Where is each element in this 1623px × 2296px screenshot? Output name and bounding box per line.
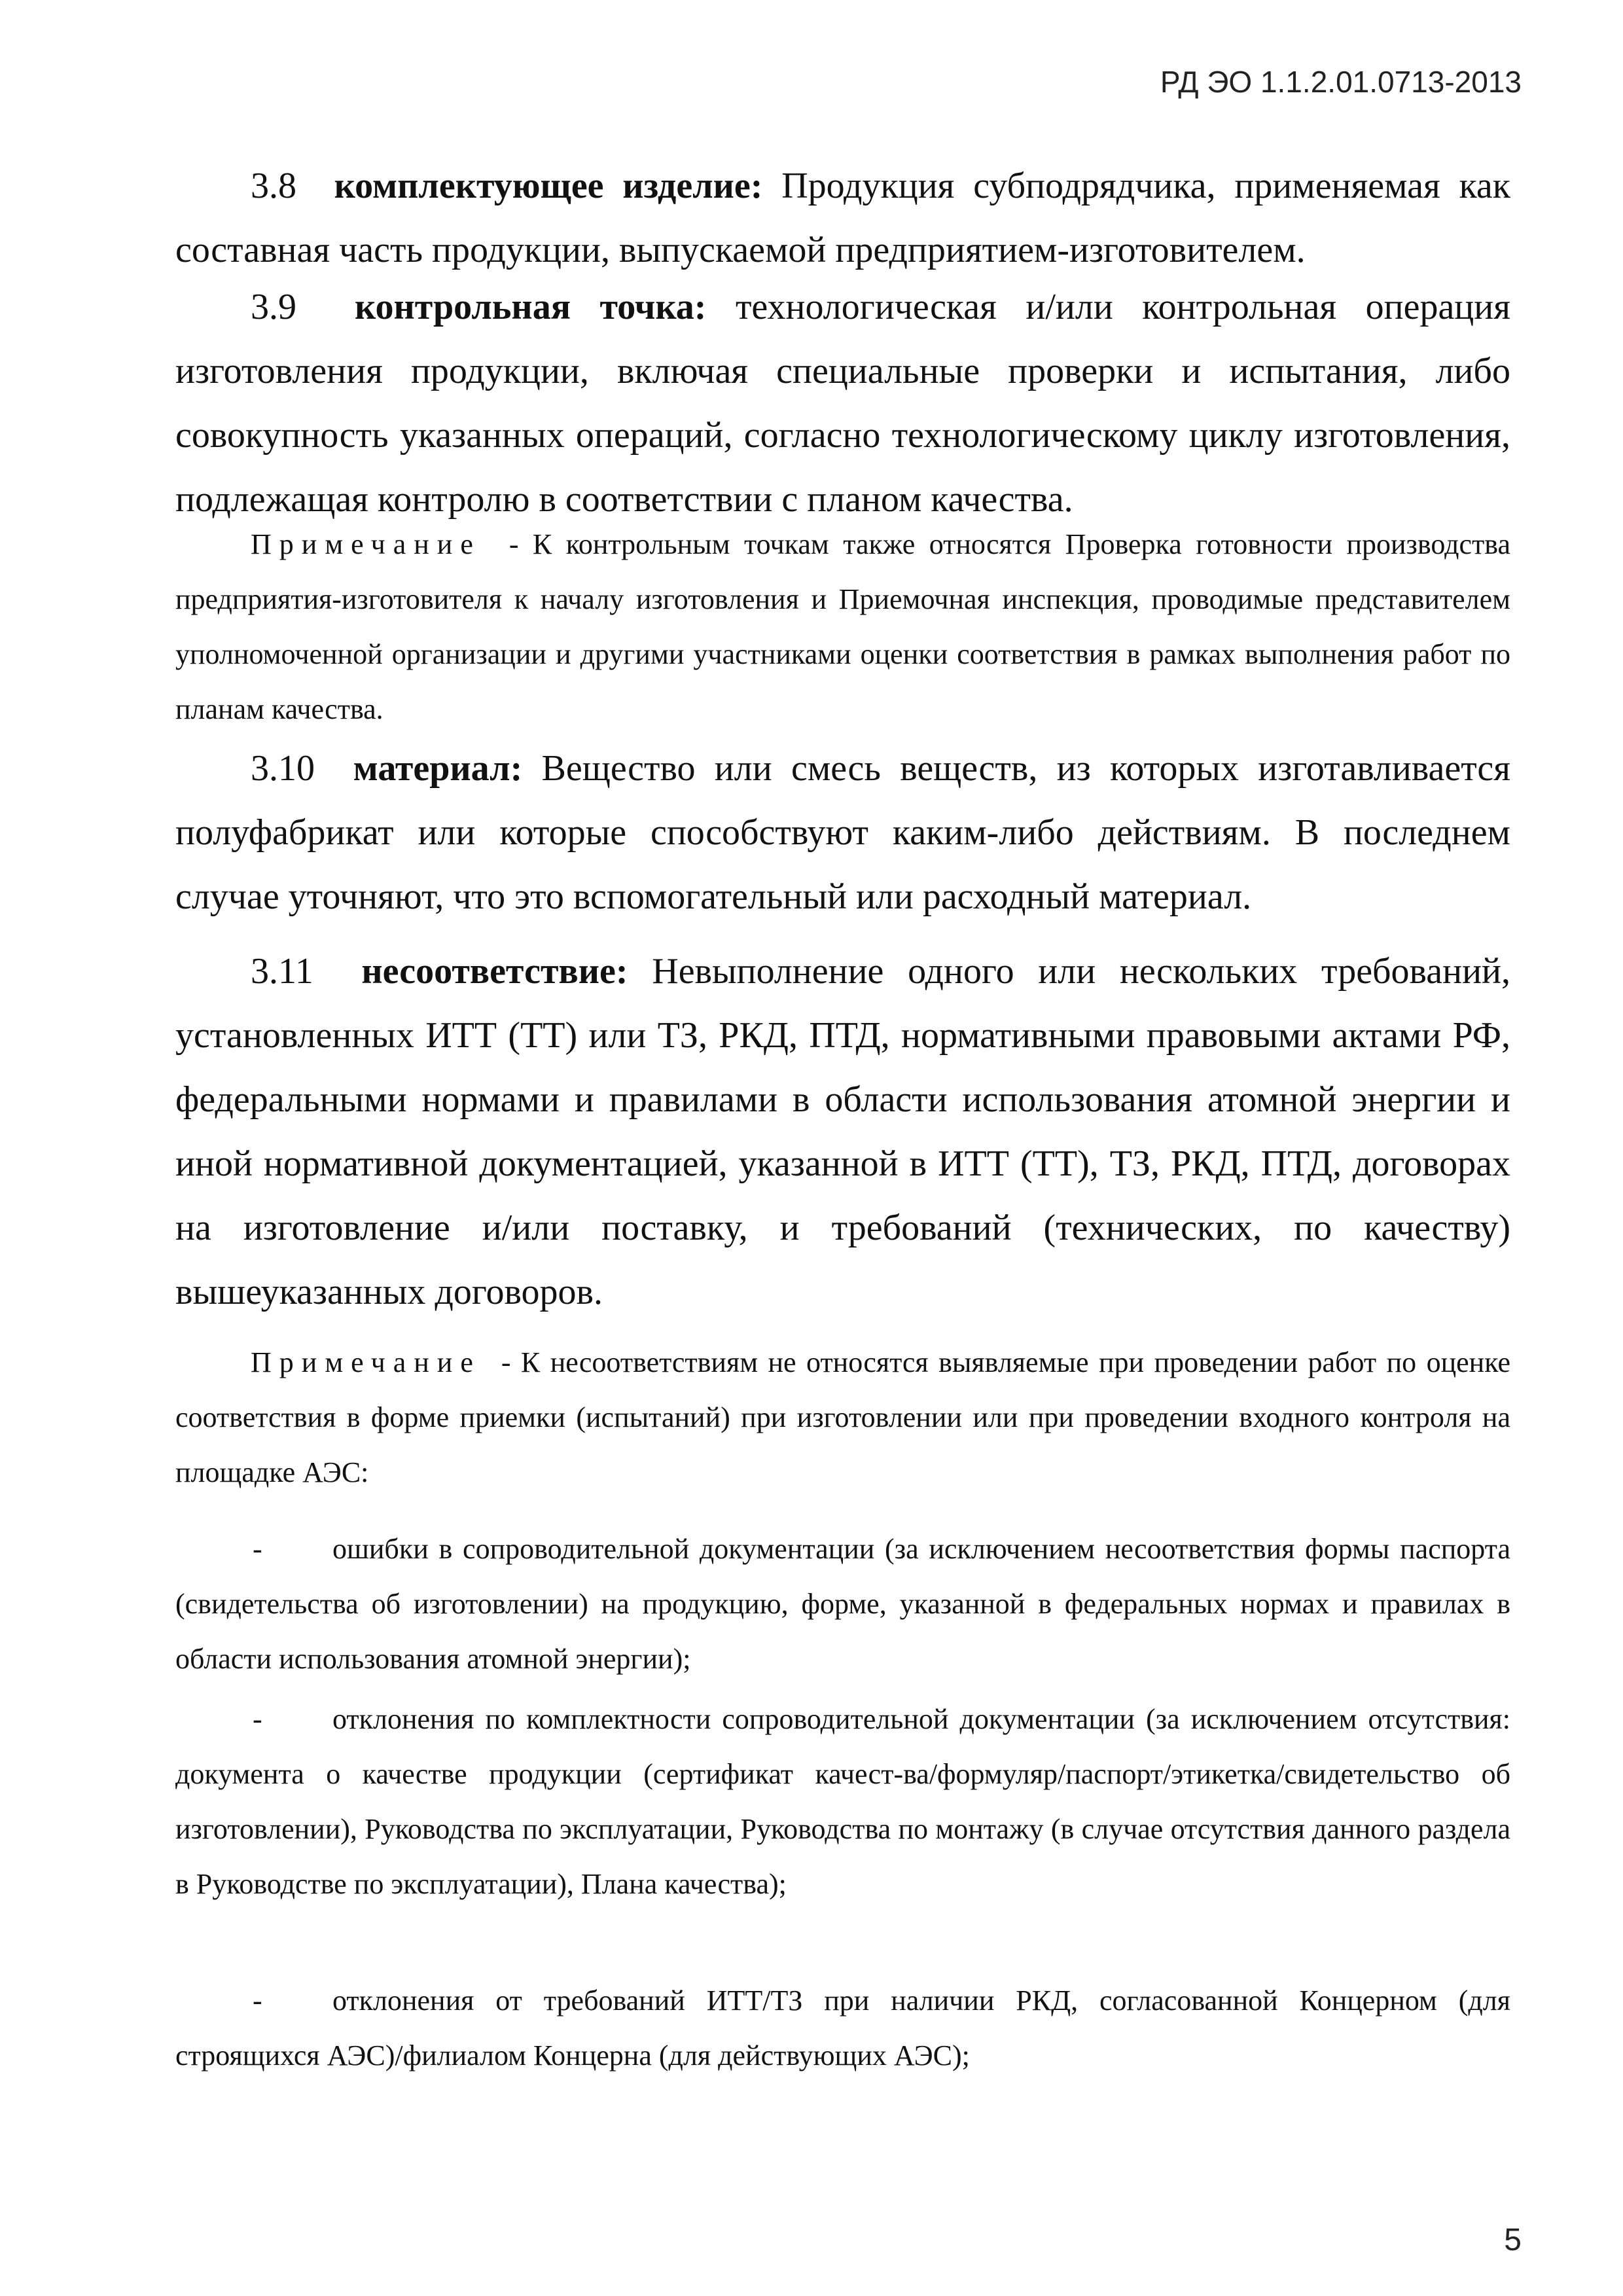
section-3-11 (175, 939, 1510, 1324)
note-2 (175, 1335, 1510, 1500)
definition: технологическая и/или контрольная операция изготовления продукции, включая специальные проверки и испытания, либо совокупность указанных операций, согласно технологическому циклу изготовления, подлежащая контролю в соответствии с планом качества. (175, 287, 1510, 520)
list-item-text: ошибки в сопроводительной документации (за исключением несоответствия формы паспорта (свидетельства об изготовлении) на продукцию, форме, указанной в федеральных нормах и правилах в области использования атомной энергии); (175, 1533, 1510, 1675)
section-number: 3.9 (251, 287, 296, 327)
definition: Вещество или смесь веществ, из которых изготавливается полуфабрикат или которые способствуют каким-либо действиям. В последнем случае уточняют, что это вспомогательный или расходный материал. (175, 748, 1511, 917)
note-1 (175, 517, 1510, 737)
list-dash: - (253, 1703, 262, 1735)
term: контрольная точка: (355, 287, 707, 327)
section-3-9 (175, 275, 1510, 531)
list-item (175, 1692, 1510, 1912)
page-number: 5 (1504, 2223, 1522, 2257)
section-number: 3.8 (251, 166, 296, 206)
section-number: 3.11 (251, 951, 313, 992)
term: материал: (353, 748, 523, 789)
document-code: РД ЭО 1.1.2.01.0713-2013 (1160, 65, 1522, 99)
note-text: - К несоответствиям не относятся выявляемые при проведении работ по оценке соответствия в форме приемки (испытаний) при изготовлении или при проведении входного контроля на площадке АЭС: (175, 1346, 1511, 1488)
list-dash: - (253, 1984, 262, 2017)
section-3-8 (175, 154, 1510, 282)
definition: Невыполнение одного или нескольких требований, установленных ИТТ (ТТ) или ТЗ, РКД, ПТД, нормативными правовыми актами РФ, федеральными нормами и правилами в области использования атомной энергии и иной нормативной документацией, указанной в ИТТ (ТТ), ТЗ, РКД, ПТД, договорах на изготовление и/или поставку, и требований (технических, по качеству) вышеуказанных договоров. (175, 951, 1511, 1312)
list-item-text: отклонения от требований ИТТ/ТЗ при наличии РКД, согласованной Концерном (для строящихся АЭС)/филиалом Концерна (для действующих АЭС); (175, 1984, 1510, 2072)
section-3-10 (175, 736, 1510, 929)
term: комплектующее изделие: (334, 166, 763, 206)
definition: Продукция субподрядчика, применяемая как составная часть продукции, выпускаемой предприятием-изготовителем. (175, 166, 1510, 270)
note-label: Примечание (251, 528, 481, 560)
note-text: - К контрольным точкам также относятся Проверка готовности производства предприятия-изготовителя к началу изготовления и Приемочная инспекция, проводимые представителем уполномоченной организации и другими участниками оценки соответствия в рамках выполнения работ по планам качества. (175, 528, 1511, 725)
section-number: 3.10 (251, 748, 315, 789)
term: несоответствие: (361, 951, 628, 992)
note-label: Примечание (251, 1346, 481, 1378)
list-item (175, 1522, 1510, 1687)
list-item-text: отклонения по комплектности сопроводительной документации (за исключением отсутствия: документа о качестве продукции (сертификат качест-ва/формуляр/паспорт/этикетка/свидетельство об изготовлении), Руководства по эксплуатации, Руководства по монтажу (в случае отсутствия данного раздела в Руководстве по эксплуатации), Плана качества); (175, 1703, 1510, 1900)
list-dash: - (253, 1533, 262, 1565)
list-item (175, 1973, 1510, 2083)
